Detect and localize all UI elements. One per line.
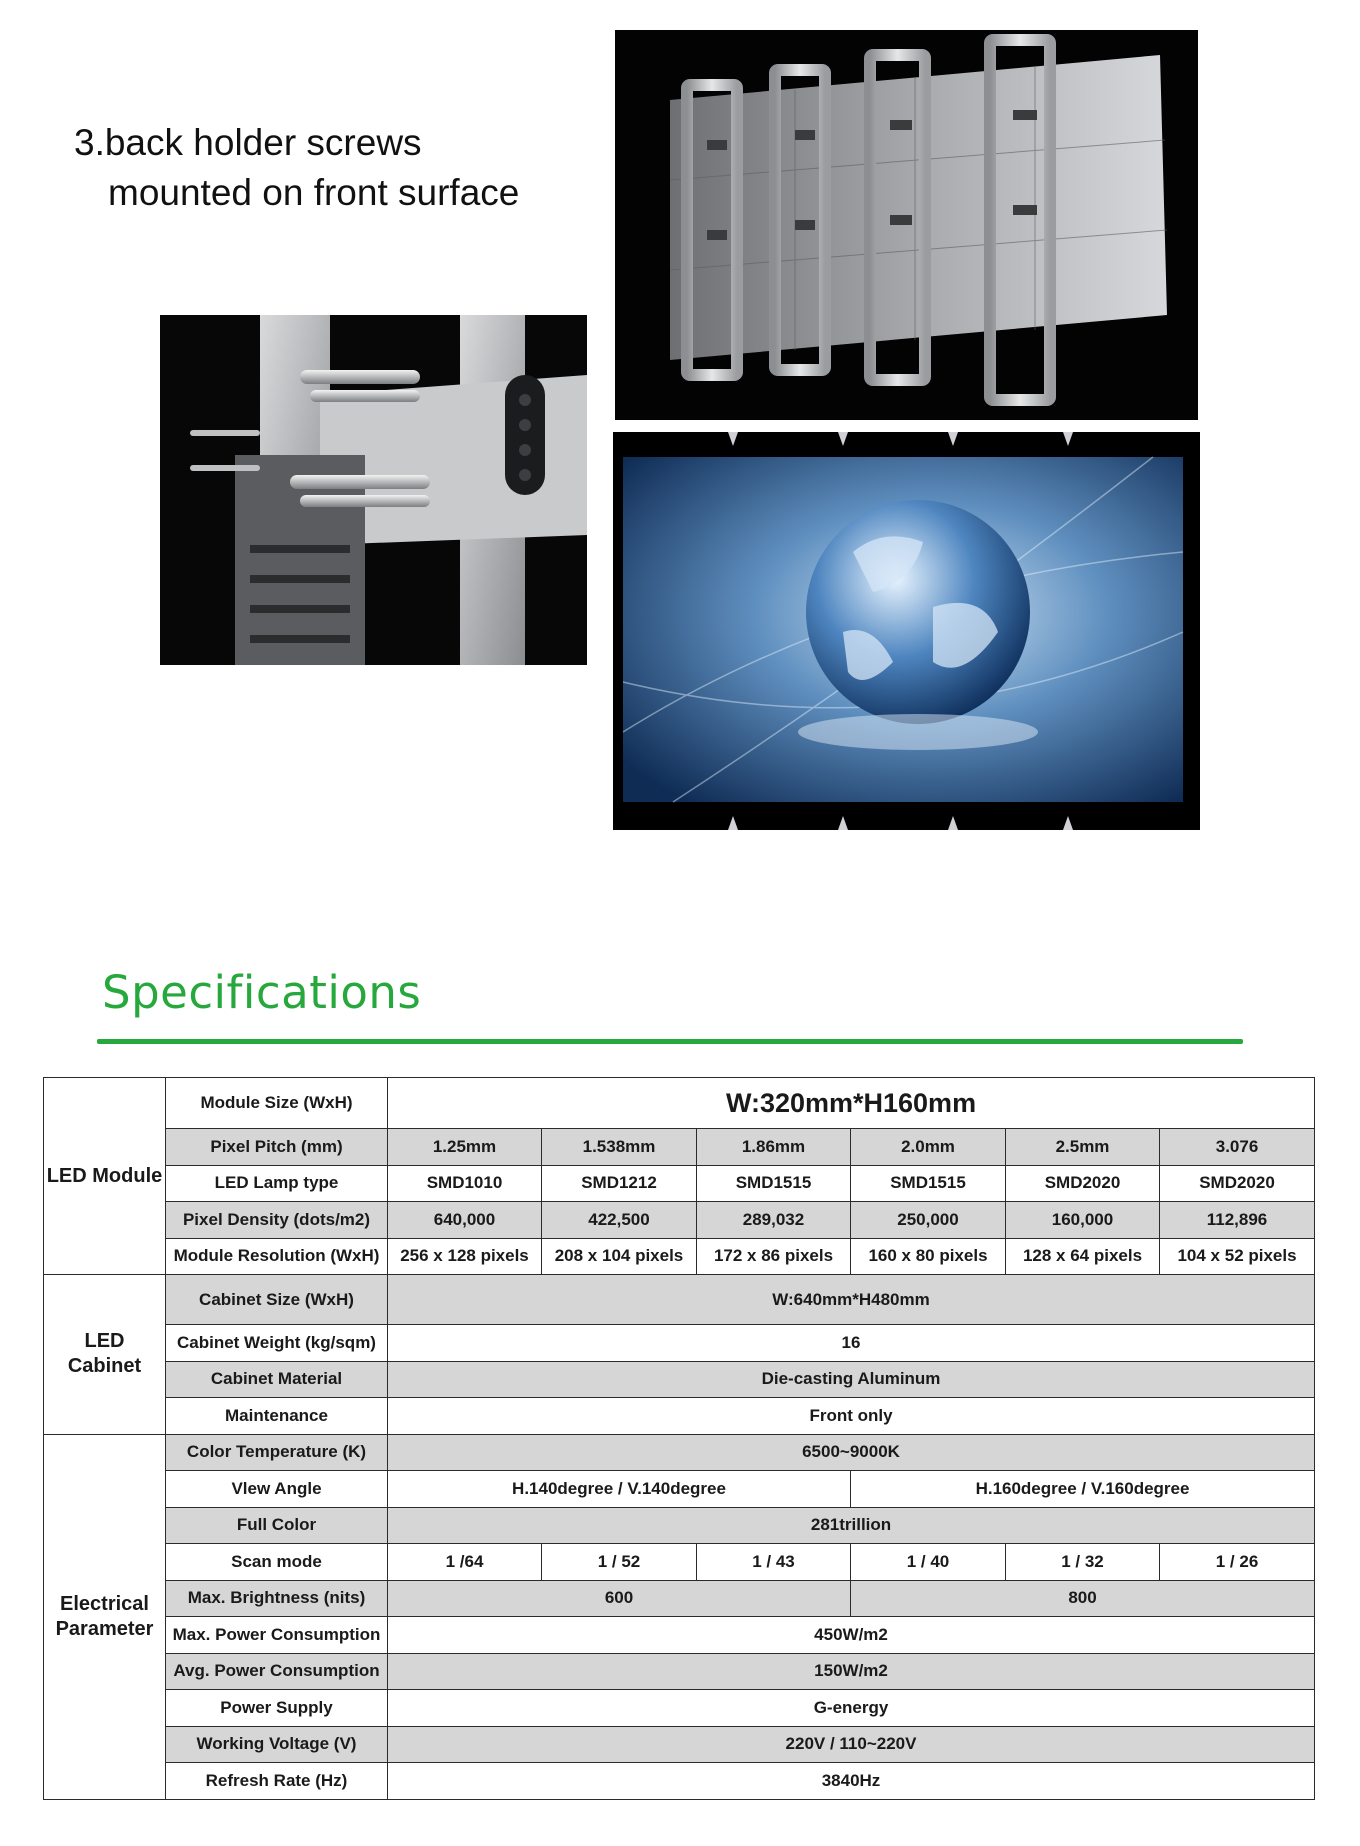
pixel-pitch-cell: 3.076 xyxy=(1160,1129,1315,1166)
row-cabinet-size xyxy=(44,1275,1315,1325)
value-cabinet-size: W:640mm*H480mm xyxy=(388,1275,1315,1325)
value-max-power: 450W/m2 xyxy=(388,1617,1315,1654)
label-cabinet-weight: Cabinet Weight (kg/sqm) xyxy=(166,1325,388,1362)
pixel-density-cell: 422,500 xyxy=(542,1202,697,1239)
label-max-brightness: Max. Brightness (nits) xyxy=(166,1580,388,1617)
scan-mode-cell: 1 / 26 xyxy=(1160,1544,1315,1581)
label-view-angle: Vlew Angle xyxy=(166,1471,388,1508)
photo-caption xyxy=(74,118,594,218)
label-pixel-pitch: Pixel Pitch (mm) xyxy=(166,1129,388,1166)
value-maintenance: Front only xyxy=(388,1398,1315,1435)
module-resolution-cell: 256 x 128 pixels xyxy=(388,1238,542,1275)
row-scan-mode xyxy=(44,1544,1315,1581)
row-maintenance xyxy=(44,1398,1315,1435)
max-brightness-cell: 800 xyxy=(851,1580,1315,1617)
lamp-type-cell: SMD2020 xyxy=(1160,1165,1315,1202)
view-angle-cell: H.140degree / V.140degree xyxy=(388,1471,851,1508)
module-resolution-cell: 104 x 52 pixels xyxy=(1160,1238,1315,1275)
row-cabinet-material xyxy=(44,1361,1315,1398)
pixel-pitch-cell: 1.86mm xyxy=(697,1129,851,1166)
heading-divider xyxy=(97,1039,1243,1044)
lamp-type-cell: SMD1515 xyxy=(697,1165,851,1202)
lamp-type-cell: SMD1212 xyxy=(542,1165,697,1202)
label-cabinet-size: Cabinet Size (WxH) xyxy=(166,1275,388,1325)
row-working-voltage xyxy=(44,1726,1315,1763)
specifications-heading: Specifications xyxy=(102,966,422,1019)
row-module-resolution xyxy=(44,1238,1315,1275)
group-led-module: LED Module xyxy=(44,1078,166,1275)
row-max-brightness xyxy=(44,1580,1315,1617)
label-module-size: Module Size (WxH) xyxy=(166,1078,388,1129)
row-refresh-rate xyxy=(44,1763,1315,1800)
module-resolution-cell: 172 x 86 pixels xyxy=(697,1238,851,1275)
pixel-density-cell: 112,896 xyxy=(1160,1202,1315,1239)
lamp-type-cell: SMD1010 xyxy=(388,1165,542,1202)
pixel-pitch-cell: 2.0mm xyxy=(851,1129,1006,1166)
scan-mode-cell: 1 / 43 xyxy=(697,1544,851,1581)
label-color-temperature: Color Temperature (K) xyxy=(166,1434,388,1471)
module-resolution-cell: 208 x 104 pixels xyxy=(542,1238,697,1275)
row-power-supply xyxy=(44,1690,1315,1727)
pixel-density-cell: 640,000 xyxy=(388,1202,542,1239)
label-working-voltage: Working Voltage (V) xyxy=(166,1726,388,1763)
lamp-type-cell: SMD2020 xyxy=(1006,1165,1160,1202)
pixel-density-cell: 289,032 xyxy=(697,1202,851,1239)
scan-mode-cell: 1 / 40 xyxy=(851,1544,1006,1581)
scan-mode-cell: 1 /64 xyxy=(388,1544,542,1581)
value-module-size: W:320mm*H160mm xyxy=(388,1078,1315,1129)
row-view-angle xyxy=(44,1471,1315,1508)
value-working-voltage: 220V / 110~220V xyxy=(388,1726,1315,1763)
scan-mode-cell: 1 / 32 xyxy=(1006,1544,1160,1581)
module-resolution-cell: 160 x 80 pixels xyxy=(851,1238,1006,1275)
row-lamp-type xyxy=(44,1165,1315,1202)
row-color-temperature xyxy=(44,1434,1315,1471)
row-cabinet-weight xyxy=(44,1325,1315,1362)
label-lamp-type: LED Lamp type xyxy=(166,1165,388,1202)
label-maintenance: Maintenance xyxy=(166,1398,388,1435)
led-wall-back-holder-photo xyxy=(615,30,1198,420)
row-pixel-density xyxy=(44,1202,1315,1239)
caption-line-1: 3.back holder screws xyxy=(74,122,422,163)
max-brightness-cell: 600 xyxy=(388,1580,851,1617)
pixel-pitch-cell: 1.25mm xyxy=(388,1129,542,1166)
value-power-supply: G-energy xyxy=(388,1690,1315,1727)
holder-screws-closeup-photo xyxy=(160,315,587,665)
label-refresh-rate: Refresh Rate (Hz) xyxy=(166,1763,388,1800)
row-avg-power xyxy=(44,1653,1315,1690)
value-refresh-rate: 3840Hz xyxy=(388,1763,1315,1800)
label-cabinet-material: Cabinet Material xyxy=(166,1361,388,1398)
lamp-type-cell: SMD1515 xyxy=(851,1165,1006,1202)
label-power-supply: Power Supply xyxy=(166,1690,388,1727)
row-full-color xyxy=(44,1507,1315,1544)
caption-line-2: mounted on front surface xyxy=(108,172,520,213)
row-module-size xyxy=(44,1078,1315,1129)
group-electrical-parameter: Electrical Parameter xyxy=(44,1434,166,1799)
value-full-color: 281trillion xyxy=(388,1507,1315,1544)
value-avg-power: 150W/m2 xyxy=(388,1653,1315,1690)
assembled-screen-photo xyxy=(613,432,1200,830)
scan-mode-cell: 1 / 52 xyxy=(542,1544,697,1581)
label-full-color: Full Color xyxy=(166,1507,388,1544)
label-module-resolution: Module Resolution (WxH) xyxy=(166,1238,388,1275)
pixel-pitch-cell: 2.5mm xyxy=(1006,1129,1160,1166)
label-avg-power: Avg. Power Consumption xyxy=(166,1653,388,1690)
value-color-temperature: 6500~9000K xyxy=(388,1434,1315,1471)
specifications-table xyxy=(43,1077,1315,1800)
module-resolution-cell: 128 x 64 pixels xyxy=(1006,1238,1160,1275)
group-led-cabinet: LED Cabinet xyxy=(44,1275,166,1435)
label-max-power: Max. Power Consumption xyxy=(166,1617,388,1654)
label-pixel-density: Pixel Density (dots/m2) xyxy=(166,1202,388,1239)
row-pixel-pitch xyxy=(44,1129,1315,1166)
view-angle-cell: H.160degree / V.160degree xyxy=(851,1471,1315,1508)
pixel-pitch-cell: 1.538mm xyxy=(542,1129,697,1166)
value-cabinet-material: Die-casting Aluminum xyxy=(388,1361,1315,1398)
pixel-density-cell: 250,000 xyxy=(851,1202,1006,1239)
label-scan-mode: Scan mode xyxy=(166,1544,388,1581)
value-cabinet-weight: 16 xyxy=(388,1325,1315,1362)
pixel-density-cell: 160,000 xyxy=(1006,1202,1160,1239)
row-max-power xyxy=(44,1617,1315,1654)
